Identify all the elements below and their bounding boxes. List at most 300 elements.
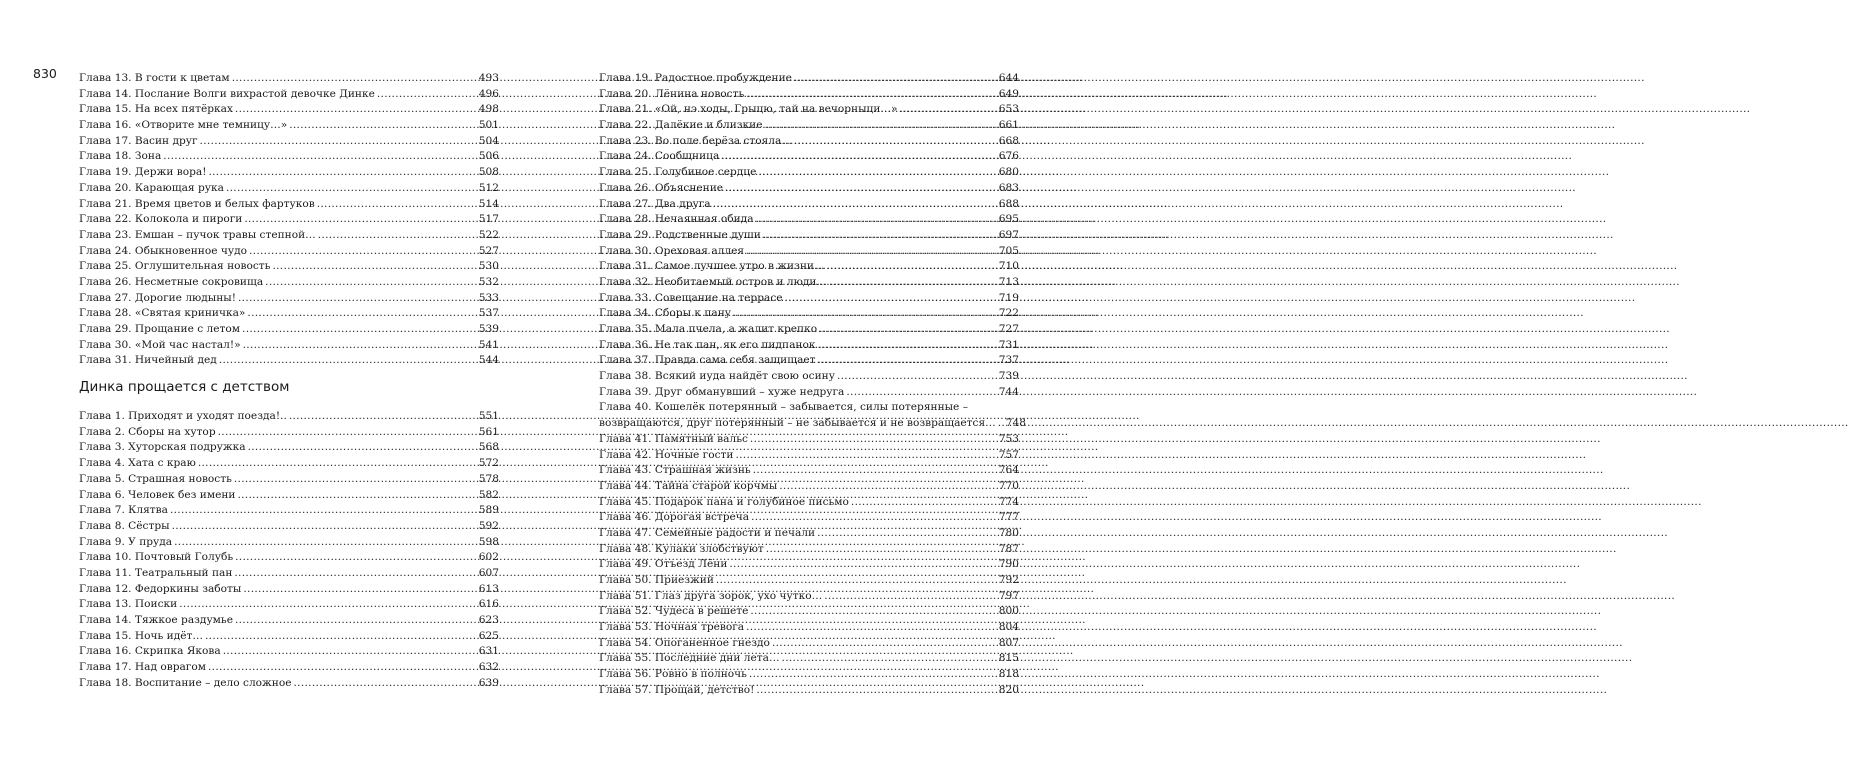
leader-dots bbox=[818, 353, 997, 369]
toc-entry[interactable] bbox=[599, 495, 1019, 511]
toc-entry-title: Глава 4. Хата с краю bbox=[79, 457, 196, 470]
toc-entry-page: 710 bbox=[998, 260, 1019, 273]
toc-entry[interactable] bbox=[599, 589, 1019, 605]
toc-entry-page: 748 bbox=[1005, 417, 1026, 430]
toc-entry[interactable] bbox=[79, 582, 499, 598]
leader-dots bbox=[827, 259, 997, 275]
leader-dots bbox=[779, 479, 997, 495]
toc-entry-page: 739 bbox=[998, 370, 1019, 383]
toc-entry[interactable] bbox=[599, 291, 1019, 307]
toc-entry-title: Глава 39. Друг обманувший – хуже недруга bbox=[599, 385, 845, 398]
toc-entry-title: Глава 57. Прощай, детство! bbox=[599, 683, 755, 696]
leader-dots bbox=[317, 197, 477, 213]
toc-entry-page: 764 bbox=[998, 464, 1019, 477]
toc-entry-page: 504 bbox=[478, 134, 499, 147]
leader-dots bbox=[846, 385, 996, 401]
leader-dots bbox=[218, 425, 477, 441]
toc-entry-title: Глава 17. Над оврагом bbox=[79, 661, 206, 674]
toc-entry[interactable] bbox=[599, 573, 1019, 589]
toc-entry-page: 818 bbox=[998, 668, 1019, 681]
toc-entry[interactable] bbox=[599, 212, 1019, 228]
toc-entry-title: Глава 13. Поиски bbox=[79, 598, 178, 611]
toc-entry-title: Глава 29. Прощание с летом bbox=[79, 323, 241, 335]
toc-entry-title: Глава 50. Приезжий bbox=[599, 574, 714, 586]
leader-dots bbox=[249, 244, 477, 260]
toc-entry-title: Глава 12. Федоркины заботы bbox=[79, 582, 242, 595]
leader-dots bbox=[750, 432, 997, 448]
toc-entry-title: Глава 19. Держи вора! bbox=[79, 166, 207, 179]
toc-entry[interactable] bbox=[599, 197, 1019, 213]
toc-entry-page: 697 bbox=[998, 228, 1019, 241]
toc-entry-wrapped[interactable] bbox=[599, 400, 1026, 431]
toc-entry-title: Глава 28. «Святая криничка» bbox=[79, 307, 246, 320]
leader-dots bbox=[749, 667, 997, 683]
toc-entry[interactable] bbox=[79, 306, 499, 322]
toc-entry[interactable] bbox=[79, 87, 499, 103]
toc-entry-line2 bbox=[599, 416, 1026, 432]
toc-entry-page: 713 bbox=[998, 275, 1019, 288]
toc-entry[interactable] bbox=[79, 197, 499, 213]
leader-dots bbox=[243, 582, 476, 598]
toc-entry-page: 780 bbox=[998, 526, 1019, 539]
toc-entry-page: 544 bbox=[478, 354, 499, 367]
toc-entry-title: Глава 49. Отъезд Лёни bbox=[599, 558, 728, 571]
toc-entry-title: Глава 26. Несметные сокровища bbox=[79, 275, 264, 288]
toc-entry[interactable] bbox=[599, 385, 1019, 401]
leader-dots bbox=[242, 322, 477, 338]
toc-entry-title: Глава 47. Семейные радости и печали bbox=[599, 526, 816, 539]
toc-entry-title: Глава 5. Страшная новость bbox=[79, 472, 232, 485]
toc-entry[interactable] bbox=[79, 71, 499, 87]
leader-dots bbox=[899, 102, 996, 118]
toc-left-column bbox=[79, 71, 499, 691]
toc-entry[interactable] bbox=[599, 542, 1019, 558]
toc-entry[interactable] bbox=[599, 432, 1019, 448]
leader-dots bbox=[265, 275, 477, 291]
toc-entry[interactable] bbox=[79, 472, 499, 488]
toc-list-part1 bbox=[79, 71, 499, 369]
leader-dots bbox=[234, 566, 476, 582]
leader-dots bbox=[733, 306, 997, 322]
toc-list-right-b bbox=[599, 432, 1019, 699]
toc-entry-page: 790 bbox=[998, 558, 1019, 571]
toc-entry[interactable] bbox=[79, 566, 499, 582]
toc-entry-title: Глава 14. Послание Волги вихрастой девочке Динке bbox=[79, 87, 375, 100]
toc-entry-title: Глава 8. Сёстры bbox=[79, 519, 170, 532]
toc-entry[interactable] bbox=[599, 651, 1019, 667]
leader-dots bbox=[824, 589, 997, 605]
toc-entry-title: Глава 52. Чудеса в решете bbox=[599, 605, 749, 618]
toc-entry-page: 680 bbox=[998, 166, 1019, 179]
leader-dots bbox=[716, 573, 997, 589]
toc-entry-page: 774 bbox=[998, 495, 1019, 508]
toc-entry-page: 533 bbox=[478, 291, 499, 304]
toc-entry-page: 517 bbox=[478, 213, 499, 226]
section-heading: Динка прощается с детством bbox=[79, 379, 290, 396]
leader-dots bbox=[817, 526, 997, 542]
leader-dots bbox=[772, 636, 997, 652]
toc-entry-title: Глава 22. Далёкие и близкие bbox=[599, 119, 763, 132]
leader-dots bbox=[998, 416, 1004, 432]
toc-entry-title: Глава 15. На всех пятёрках bbox=[79, 103, 233, 116]
toc-entry[interactable] bbox=[599, 510, 1019, 526]
toc-entry[interactable] bbox=[79, 212, 499, 228]
toc-entry-page: 705 bbox=[998, 244, 1019, 257]
toc-entry-page: 602 bbox=[478, 551, 499, 564]
leader-dots bbox=[170, 503, 477, 519]
toc-entry-page: 530 bbox=[478, 260, 499, 273]
toc-entry[interactable] bbox=[599, 636, 1019, 652]
leader-dots bbox=[763, 228, 997, 244]
leader-dots bbox=[232, 71, 477, 87]
toc-entry-page: 688 bbox=[998, 197, 1019, 210]
leader-dots bbox=[819, 322, 997, 338]
toc-entry-page: 508 bbox=[478, 166, 499, 179]
toc-entry[interactable] bbox=[79, 550, 499, 566]
toc-entry-page: 572 bbox=[478, 457, 499, 470]
toc-entry-title: Глава 35. Мала пчела, а жалит крепко bbox=[599, 323, 818, 335]
toc-entry[interactable] bbox=[79, 660, 499, 676]
leader-dots bbox=[272, 259, 476, 275]
toc-entry[interactable] bbox=[599, 228, 1019, 244]
toc-entry[interactable] bbox=[79, 488, 499, 504]
toc-entry[interactable] bbox=[79, 629, 499, 645]
leader-dots bbox=[765, 118, 997, 134]
toc-entry[interactable] bbox=[599, 322, 1019, 338]
toc-entry-page: 506 bbox=[478, 150, 499, 163]
leader-dots bbox=[198, 456, 477, 472]
leader-dots bbox=[223, 644, 477, 660]
leader-dots bbox=[735, 448, 996, 464]
toc-entry[interactable] bbox=[79, 644, 499, 660]
toc-entry-title: Глава 24. Сообщница bbox=[599, 150, 720, 163]
leader-dots bbox=[248, 440, 477, 456]
toc-entry[interactable] bbox=[599, 557, 1019, 573]
leader-dots bbox=[235, 550, 477, 566]
toc-entry[interactable] bbox=[79, 181, 499, 197]
toc-entry-title: Глава 44. Тайна старой корчмы bbox=[599, 479, 778, 492]
toc-entry[interactable] bbox=[599, 667, 1019, 683]
leader-dots bbox=[829, 275, 997, 291]
toc-entry-page: 649 bbox=[998, 87, 1019, 100]
toc-entry-title: Глава 46. Дорогая встреча bbox=[599, 511, 750, 524]
toc-entry[interactable] bbox=[79, 425, 499, 441]
toc-entry[interactable] bbox=[79, 228, 499, 244]
toc-entry[interactable] bbox=[599, 479, 1019, 495]
toc-entry[interactable] bbox=[79, 291, 499, 307]
leader-dots bbox=[746, 244, 997, 260]
toc-entry[interactable] bbox=[79, 275, 499, 291]
toc-entry[interactable] bbox=[79, 322, 499, 338]
toc-entry-page: 683 bbox=[998, 181, 1019, 194]
toc-entry-page: 514 bbox=[478, 197, 499, 210]
toc-entry[interactable] bbox=[599, 620, 1019, 636]
toc-entry-page: 551 bbox=[478, 410, 499, 423]
leader-dots bbox=[817, 338, 996, 354]
toc-entry-title: Глава 17. Васин друг bbox=[79, 134, 198, 147]
toc-entry-page: 537 bbox=[478, 307, 499, 320]
leader-dots bbox=[234, 472, 477, 488]
toc-entry-page: 807 bbox=[998, 636, 1019, 649]
leader-dots bbox=[174, 535, 477, 551]
toc-entry-title: Глава 2. Сборы на хутор bbox=[79, 425, 216, 438]
toc-entry[interactable] bbox=[599, 87, 1019, 103]
toc-entry[interactable] bbox=[79, 244, 499, 260]
leader-dots bbox=[785, 291, 997, 307]
toc-entry-title: Глава 56. Ровно в полночь bbox=[599, 668, 747, 681]
leader-dots bbox=[725, 181, 997, 197]
leader-dots bbox=[219, 353, 477, 369]
toc-entry[interactable] bbox=[599, 683, 1019, 699]
leader-dots bbox=[766, 542, 997, 558]
toc-entry[interactable] bbox=[79, 118, 499, 134]
toc-entry-page: 800 bbox=[998, 605, 1019, 618]
toc-entry-page: 668 bbox=[998, 134, 1019, 147]
leader-dots bbox=[200, 134, 477, 150]
toc-entry[interactable] bbox=[79, 102, 499, 118]
leader-dots bbox=[729, 557, 996, 573]
leader-dots bbox=[713, 197, 997, 213]
toc-entry-title: Глава 31. Самое лучшее утро в жизни… bbox=[599, 260, 825, 273]
toc-entry-title: Глава 14. Тяжкое раздумье bbox=[79, 614, 233, 626]
toc-entry-page: 496 bbox=[478, 87, 499, 100]
toc-entry-title: Глава 45. Подарок пана и голубиное письмо bbox=[599, 495, 849, 508]
leader-dots bbox=[377, 87, 477, 103]
leader-dots bbox=[226, 181, 477, 197]
leader-dots bbox=[756, 212, 997, 228]
toc-entry-page: 541 bbox=[478, 338, 499, 351]
toc-entry[interactable] bbox=[599, 134, 1019, 150]
toc-entry-title: Глава 55. Последние дни лета… bbox=[599, 652, 780, 665]
toc-entry[interactable] bbox=[599, 259, 1019, 275]
toc-entry-page: 578 bbox=[478, 472, 499, 485]
toc-entry-page: 632 bbox=[478, 661, 499, 674]
toc-entry-page: 539 bbox=[478, 323, 499, 335]
toc-entry-title: Глава 3. Хуторская подружка bbox=[79, 441, 246, 454]
leader-dots bbox=[756, 683, 996, 699]
toc-entry-page: 804 bbox=[998, 621, 1019, 634]
toc-entry-title: Глава 29. Родственные души bbox=[599, 228, 761, 241]
toc-entry-page: 512 bbox=[478, 181, 499, 194]
toc-entry-title: Глава 34. Сборы к пану bbox=[599, 307, 732, 320]
toc-entry-title: Глава 43. Страшная жизнь bbox=[599, 464, 751, 477]
leader-dots bbox=[244, 212, 476, 228]
toc-entry[interactable] bbox=[599, 604, 1019, 620]
toc-entry-title: Глава 23. Емшан – пучок травы степной… bbox=[79, 228, 316, 241]
toc-right-column bbox=[599, 71, 1026, 699]
toc-entry[interactable] bbox=[599, 463, 1019, 479]
toc-entry-page: 719 bbox=[998, 291, 1019, 304]
toc-entry-page: 644 bbox=[998, 72, 1019, 84]
toc-entry-title: Глава 16. «Отворите мне темницу…» bbox=[79, 119, 288, 132]
toc-entry[interactable] bbox=[599, 244, 1019, 260]
leader-dots bbox=[208, 165, 476, 181]
toc-entry-page: 589 bbox=[478, 504, 499, 517]
toc-entry-title: Глава 32. Необитаемый остров и люди… bbox=[599, 275, 828, 288]
toc-entry[interactable] bbox=[599, 353, 1019, 369]
toc-entry-page: 498 bbox=[478, 103, 499, 116]
toc-entry-page: 722 bbox=[998, 307, 1019, 320]
toc-entry[interactable] bbox=[79, 535, 499, 551]
leader-dots bbox=[289, 409, 477, 425]
toc-entry[interactable] bbox=[599, 181, 1019, 197]
toc-entry-title: Глава 38. Всякий иуда найдёт свою осину bbox=[599, 370, 835, 383]
leader-dots bbox=[294, 676, 477, 692]
toc-entry-title-line2: возвращаются, друг потерянный – не забывается и не возвращается… bbox=[599, 417, 996, 430]
leader-dots bbox=[794, 71, 997, 87]
leader-dots bbox=[243, 338, 477, 354]
toc-entry-page: 607 bbox=[478, 566, 499, 579]
leader-dots bbox=[235, 613, 477, 629]
leader-dots bbox=[746, 87, 997, 103]
toc-entry-page: 522 bbox=[478, 228, 499, 241]
toc-entry-title: Глава 21. Время цветов и белых фартуков bbox=[79, 197, 315, 210]
toc-entry-page: 737 bbox=[998, 354, 1019, 367]
toc-entry[interactable] bbox=[79, 259, 499, 275]
leader-dots bbox=[172, 519, 477, 535]
toc-entry-title: Глава 11. Театральный пан bbox=[79, 566, 233, 579]
toc-entry-title: Глава 13. В гости к цветам bbox=[79, 72, 230, 84]
toc-entry[interactable] bbox=[599, 118, 1019, 134]
toc-entry-title: Глава 18. Воспитание – дело сложное bbox=[79, 676, 292, 689]
leader-dots bbox=[753, 463, 997, 479]
toc-entry-title: Глава 48. Кулаки злобствуют bbox=[599, 542, 764, 555]
leader-dots bbox=[208, 660, 477, 676]
toc-entry-page: 744 bbox=[998, 385, 1019, 398]
toc-entry-page: 561 bbox=[478, 425, 499, 438]
toc-entry[interactable] bbox=[79, 613, 499, 629]
toc-list-right-a bbox=[599, 71, 1019, 400]
leader-dots bbox=[318, 228, 477, 244]
toc-entry[interactable] bbox=[599, 102, 1019, 118]
toc-entry-title: Глава 42. Ночные гости bbox=[599, 448, 734, 461]
leader-dots bbox=[758, 165, 996, 181]
toc-entry-page: 623 bbox=[478, 614, 499, 626]
toc-entry-title: Глава 26. Объяснение bbox=[599, 181, 724, 194]
toc-entry-title: Глава 30. Ореховая аллея bbox=[599, 244, 745, 257]
toc-entry-page: 731 bbox=[998, 338, 1019, 351]
toc-entry-title-line1: Глава 40. Кошелёк потерянный – забывается, силы потерянные – bbox=[599, 401, 968, 414]
leader-dots bbox=[837, 369, 997, 385]
toc-entry-title: Глава 7. Клятва bbox=[79, 504, 168, 517]
toc-entry[interactable] bbox=[599, 306, 1019, 322]
leader-dots bbox=[163, 149, 476, 165]
toc-entry[interactable] bbox=[599, 526, 1019, 542]
toc-entry[interactable] bbox=[79, 597, 499, 613]
toc-entry-page: 676 bbox=[998, 150, 1019, 163]
toc-entry-page: 616 bbox=[478, 598, 499, 611]
leader-dots bbox=[205, 629, 477, 645]
toc-list-part2 bbox=[79, 409, 499, 691]
toc-entry-title: Глава 22. Колокола и пироги bbox=[79, 213, 243, 226]
leader-dots bbox=[721, 149, 997, 165]
leader-dots bbox=[237, 488, 476, 504]
toc-entry[interactable] bbox=[79, 165, 499, 181]
toc-entry-page: 598 bbox=[478, 535, 499, 548]
toc-entry-title: Глава 21. «Ой, нэ ходы, Грыцю, тай на вечорныци…» bbox=[599, 103, 898, 116]
toc-entry-page: 631 bbox=[478, 645, 499, 658]
toc-entry-title: Глава 9. У пруда bbox=[79, 535, 173, 548]
toc-entry-page: 770 bbox=[998, 479, 1019, 492]
leader-dots bbox=[247, 306, 476, 322]
toc-entry-title: Глава 20. Лёнина новость bbox=[599, 87, 745, 100]
toc-entry-title: Глава 25. Голубиное сердце bbox=[599, 166, 757, 179]
toc-entry-title: Глава 16. Скрипка Якова bbox=[79, 645, 221, 658]
toc-entry-title: Глава 37. Правда сама себя защищает bbox=[599, 354, 816, 367]
toc-entry-title: Глава 23. Во поле берёза стояла… bbox=[599, 134, 792, 147]
toc-entry-page: 815 bbox=[998, 652, 1019, 665]
toc-entry-title: Глава 25. Оглушительная новость bbox=[79, 260, 271, 273]
toc-entry[interactable] bbox=[79, 676, 499, 692]
toc-entry-page: 695 bbox=[998, 213, 1019, 226]
toc-entry-title: Глава 19. Радостное пробуждение bbox=[599, 72, 792, 84]
toc-entry[interactable] bbox=[79, 440, 499, 456]
toc-entry-page: 527 bbox=[478, 244, 499, 257]
toc-entry-page: 653 bbox=[998, 103, 1019, 116]
toc-entry-page: 787 bbox=[998, 542, 1019, 555]
toc-entry-title: Глава 33. Совещание на террасе bbox=[599, 291, 783, 304]
toc-entry-page: 501 bbox=[478, 119, 499, 132]
toc-entry[interactable] bbox=[599, 369, 1019, 385]
toc-entry-title: Глава 20. Карающая рука bbox=[79, 181, 224, 194]
toc-entry[interactable] bbox=[599, 338, 1019, 354]
leader-dots bbox=[235, 102, 477, 118]
toc-entry-page: 625 bbox=[478, 629, 499, 642]
toc-entry[interactable] bbox=[599, 448, 1019, 464]
page-number: 830 bbox=[33, 66, 57, 81]
toc-entry-title: Глава 24. Обыкновенное чудо bbox=[79, 244, 247, 257]
toc-entry-page: 661 bbox=[998, 119, 1019, 132]
toc-entry-title: Глава 6. Человек без имени bbox=[79, 488, 236, 501]
toc-entry-page: 820 bbox=[998, 683, 1019, 696]
toc-entry-page: 592 bbox=[478, 519, 499, 532]
toc-entry[interactable] bbox=[79, 338, 499, 354]
toc-entry-title: Глава 1. Приходят и уходят поезда!.. bbox=[79, 410, 287, 423]
toc-entry[interactable] bbox=[599, 149, 1019, 165]
toc-entry[interactable] bbox=[79, 353, 499, 369]
toc-entry-page: 753 bbox=[998, 432, 1019, 445]
toc-entry-page: 639 bbox=[478, 676, 499, 689]
toc-entry-title: Глава 51. Глаз друга зорок, ухо чутко… bbox=[599, 589, 823, 602]
toc-entry[interactable] bbox=[599, 71, 1019, 87]
toc-entry-page: 568 bbox=[478, 441, 499, 454]
toc-entry-page: 727 bbox=[998, 323, 1019, 335]
toc-entry[interactable] bbox=[79, 519, 499, 535]
leader-dots bbox=[851, 495, 997, 511]
toc-entry-page: 777 bbox=[998, 511, 1019, 524]
toc-entry[interactable] bbox=[79, 409, 499, 425]
toc-entry[interactable] bbox=[79, 503, 499, 519]
leader-dots bbox=[782, 651, 997, 667]
toc-entry-page: 613 bbox=[478, 582, 499, 595]
toc-entry-title: Глава 41. Памятный вальс bbox=[599, 432, 748, 445]
toc-entry-title: Глава 31. Ничейный дед bbox=[79, 354, 217, 367]
leader-dots bbox=[750, 604, 996, 620]
toc-entry[interactable] bbox=[79, 134, 499, 150]
toc-entry[interactable] bbox=[599, 165, 1019, 181]
toc-entry-page: 797 bbox=[998, 589, 1019, 602]
toc-entry-title: Глава 27. Два друга bbox=[599, 197, 711, 210]
toc-entry[interactable] bbox=[599, 275, 1019, 291]
toc-entry-page: 792 bbox=[998, 574, 1019, 586]
leader-dots bbox=[238, 291, 477, 307]
toc-entry-title: Глава 28. Нечаянная обида bbox=[599, 213, 754, 226]
leader-dots bbox=[179, 597, 477, 613]
toc-entry-title: Глава 36. Не так пан, як его пидпанок bbox=[599, 338, 816, 351]
toc-entry[interactable] bbox=[79, 149, 499, 165]
toc-entry-page: 582 bbox=[478, 488, 499, 501]
toc-entry[interactable] bbox=[79, 456, 499, 472]
